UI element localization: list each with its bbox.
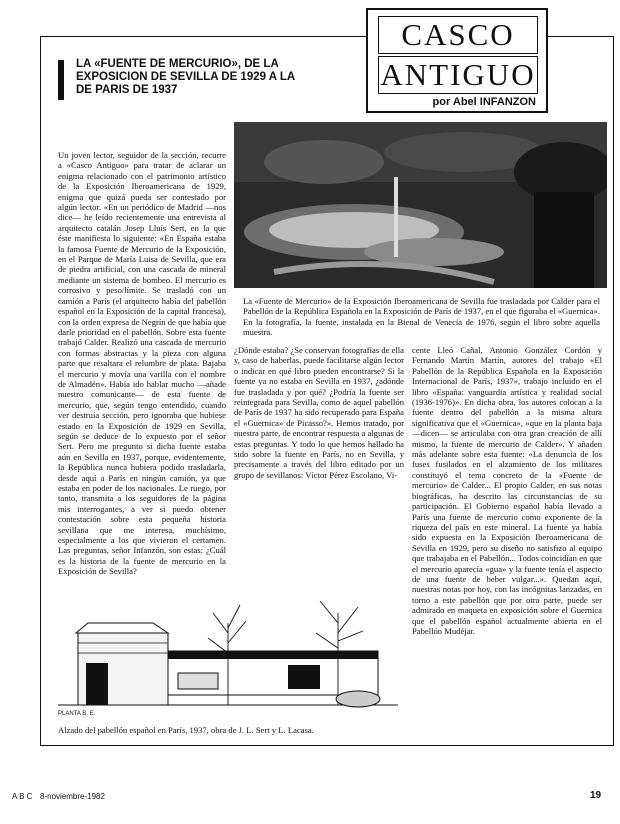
drawing-caption: Alzado del pabellón español en París, 1937, obra de J. L. Sert y L. Lacasa.	[58, 725, 314, 735]
footer-date: 8-noviembre-1982	[40, 792, 105, 801]
author-byline: por Abel INFANZON	[432, 96, 536, 108]
pavilion-elevation-drawing	[58, 593, 398, 721]
fountain-photo	[234, 122, 607, 288]
footer-publication: A B C	[12, 792, 33, 801]
article-column-3: cente Lleó Cañal, Antonio González Cordón y Fernando Martín Martín, autores del trabajo «El Pabellón de la República Española en la Exposición Internacional de París, 1937», trabajo incluido en el libro «España: vanguardia artística y realidad social (1936-1976)». En dicha obra, los autores colocan a la fuente dentro del pabellón a la misma altura significativa que el «Guernica», «que en la planta baja —dicen— se articulaba con otra gran creación de allí mismo, la fuente de mercurio de Calder». Y añaden más adelante sobre esta fuente: «La denuncia de los fuses fusilados en el alzamiento de los militares constituyó el tema concreto de la «Fuente de mercurio» de Calder... El propio Calder, en sus notas biográficas, ha descrito las circunstancias de su participación. El Gobierno español había llevado a París una fuente de mercurio como exponente de la riqueza del país en este mineral. La fuente ya había sido expuesta en la Exposición Iberoamericana de Sevilla en 1929, pero su diseño no satisfizo al equipo que trabajaba en el Pabellón... Todos coincidían en que el mercurio aparecía «gua» y la fuente tenía el aspecto de una fuente de beber vulgar...». Quedan aquí, nuestras notas por hoy, con las incógnitas lanzadas, en torno a este pabellón que por otra parte, puede ser admirado en maqueta en exposición sobre el Guernica que el pabellón español actualmente abierta en el Pabellón Mudéjar.	[412, 345, 602, 636]
fountain-photo-image	[234, 122, 607, 288]
masthead-word-2: ANTIGUO	[378, 56, 538, 94]
article-headline: LA «FUENTE DE MERCURIO», DE LA EXPOSICION DE SEVILLA DE 1929 A LA DE PARIS DE 1937	[76, 58, 295, 96]
masthead-word-1: CASCO	[378, 16, 538, 54]
article-column-2: ¿Dónde estaba? ¿Se conservan fotografías de ella y, caso de haberlas, puede facilitarse algún lector o indicar en qué libro pueden encontrarse? Si la fuente ya no estaba en Sevilla en 1937, ¿adónde fue trasladada y por qué? ¿Podría la fuente ser reintegrada para Sevilla, como de aquel pabellón de París de 1937 ha sido recuperado para España el «Guernica» de Picasso?». Hemos tratado, por nuestra parte, de encontrar respuesta a algunas de estas preguntas. Y todo lo que hemos hallado ha sido sobre la fuente en París, no en Sevilla, y precisamente a través del libro editado por un grupo de sevillanos: Víctor Pérez Escolano, Vi-	[234, 345, 404, 480]
article-column-1: Un joven lector, seguidor de la sección, recurre a «Casco Antiguo» para tratar de aclarar un enigma relacionado con el patrimonio artístico de la Exposición Iberoamericana de 1929, enigma que quizá pueda ser contestado por algún lector. «En un periódico de Madrid —nos dice— he leído recientemente una entrevista al arquitecto catalán Josep Lluís Sert, en la que éste manifiesta lo siguiente: «En España estaba la famosa Fuente de Mercurio de la Exposición, en el Parque de María Luisa de Sevilla, que era de piedra artificial, con una cascada de mineral mediante un sistema de bombeo. El mercurio es corrosivo y peso/límite. Se trasladó con un camión a París (el arquitecto había del pabellón español en la Exposición de la capital francesa), con la orden expresa de Negrín de que había que darle prioridad en el pabellón. Sobre esta fuente trabajó Calder. Realizó una cascada de mercurio con formas abstractas y la pieza con alguna parte que resaltara el relumbre de plata. Bajaba el mercurio y movía una varilla con el nombre de Almadén». Había ido hablar mucho —añade nuestro comunicante— de esta fuente de mercurio, que, según tengo entendido, cuando ver destruía sección, pero ignoraba que hubiese estado en la Exposición de 1929 en Sevilla, según se deduce de lo expuesto por el señor Sert. Pero me pregunto si dicha fuente estaba aún en Sevilla en 1937, porque, evidentemente, la República nunca hubiera podido trasladarla, desde aquí a París en ningún camión, ya que estaba en poder de los nacionales. Le ruego, por tanto, transmita a los seguidores de la página mis interrogantes, a ver si puedo obtener contestación sobre esta pequeña historia sevillana que me interesa, muchísimo, especialmente a los que vivieron el certamen. Las preguntas, señor Infanzón, son estas: ¿Cuál es la historia de la fuente de mercurio en la Exposición de Sevilla?	[58, 150, 226, 577]
photo-caption: La «Fuente de Mercurio» de la Exposición Iberoamericana de Sevilla fue trasladada por Calder para el Pabellón de la República Española en la Exposición de París de 1937, en el que figuraba el «Guernica». En la fotografía, la fuente, instalada en la Bienal de Venecia de 1976, según el libro sobre aquella muestra.	[243, 296, 600, 338]
page-number: 19	[590, 790, 602, 801]
pavilion-elevation-image	[58, 593, 398, 721]
drawing-label: PLANTA B. E.	[58, 711, 96, 717]
section-masthead	[366, 8, 548, 113]
headline-bar	[58, 60, 64, 100]
